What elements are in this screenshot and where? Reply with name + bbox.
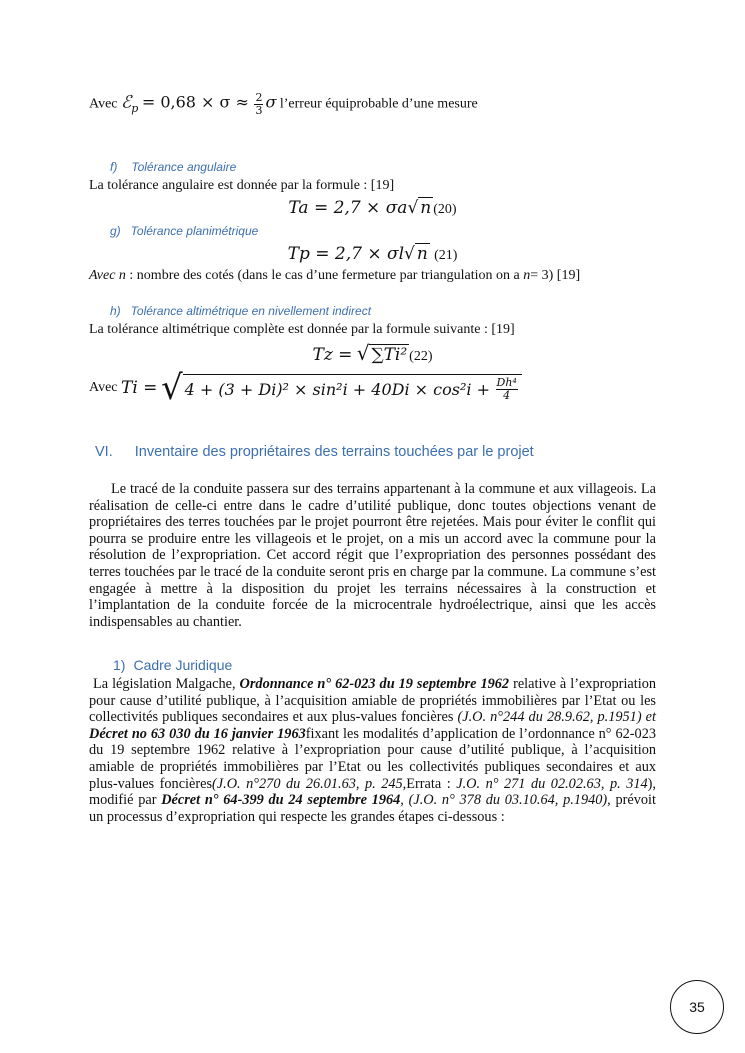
- avec-label: Avec: [89, 96, 118, 112]
- fraction-two-thirds: $\frac{2}{3}$: [255, 91, 263, 117]
- ep-formula-line: [89, 92, 478, 117]
- epsilon-symbol: ℰ: [121, 92, 132, 113]
- page-number: 35: [670, 980, 724, 1034]
- section-vi-heading: VI. Inventaire des propriétaires des terrains touchées par le projet: [95, 444, 534, 460]
- paragraph-expropriation: Le tracé de la conduite passera sur des terrains appartenant à la commune et aux villageois. La réalisation de celle-ci entre dans le cadre d’utilité publique, donc toutes objections venant de propriétaires des terres touchées par le projet pourront être rejetées. Mais pour éviter le conflit qui pourra se produire entre les villageois et le projet, on a mis un accord avec la commune pour la résolution de l’expropriation. Cet accord régit que l’expropriation des personnes possédant des terres touchées par le tracé de la conduite seront pris en charge par la commune. La commune s’est engagée à mettre à la disposition du projet les terrains nécessaires à la construction et l’implantation de la conduite forcée de la microcentrale hydroélectrique, ainsi que les accès indispensables au chantier.: [89, 481, 656, 630]
- paragraph-legal-framework: La législation Malgache, Ordonnance n° 62-023 du 19 septembre 1962 relative à l’expropriation pour cause d’utilité publique, à l’acquisition amiable de propriétés immobilières par l’Etat ou les collectivités publiques secondaires et aux plus-values foncières (J.O. n°244 du 28.9.62, p.1951) et Décret no 63 030 du 16 janvier 1963fixant les modalités d’application de l’ordonnance n° 62-023 du 19 septembre 1962 relative à l’expropriation pour cause d’utilité publique, à l’acquisition amiable de propriétés immobilières par l’Etat ou les collectivités publiques secondaires et aux plus-values foncières(J.O. n°270 du 26.01.63, p. 245,Errata : J.O. n° 271 du 02.02.63, p. 314), modifié par Décret n° 64-399 du 24 septembre 1964, (J.O. n° 378 du 03.10.64, p.1940), prévoit un processus d’expropriation qui respecte les grandes étapes ci-dessous :: [89, 676, 657, 825]
- epsilon-subscript: p: [131, 101, 139, 115]
- subsection-f-heading: f) Tolérance angulaire: [110, 160, 237, 174]
- ep-description: l’erreur équiprobable d’une mesure: [279, 96, 478, 112]
- equation-21: Tp = 2,7 × σl√ n (21): [287, 244, 458, 264]
- ep-expression: = 0,68 × σ ≈: [141, 92, 249, 112]
- ti-formula-line: Avec Ti = √ 4 + (3 + Di)² × sin²i + 40Di × cos²i + $\frac{\text{Dh⁴}}{4}$: [89, 368, 522, 408]
- subsection-g-heading: g) Tolérance planimétrique: [110, 224, 259, 238]
- subsection-h-heading: h) Tolérance altimétrique en nivellement indirect: [110, 304, 372, 318]
- f-text: La tolérance angulaire est donnée par la formule : [19]: [89, 178, 395, 193]
- equation-22: Tz = √ ∑Ti² (22): [312, 341, 433, 365]
- g-note: Avec n : nombre des cotés (dans le cas d’une fermeture par triangulation on a n= 3) [19]: [89, 268, 581, 283]
- subsection-1-heading: 1) Cadre Juridique: [113, 657, 233, 673]
- equation-20: Ta = 2,7 × σa√ n (20): [288, 198, 457, 218]
- h-text: La tolérance altimétrique complète est donnée par la formule suivante : [19]: [89, 322, 515, 337]
- sigma-symbol: σ: [265, 92, 277, 112]
